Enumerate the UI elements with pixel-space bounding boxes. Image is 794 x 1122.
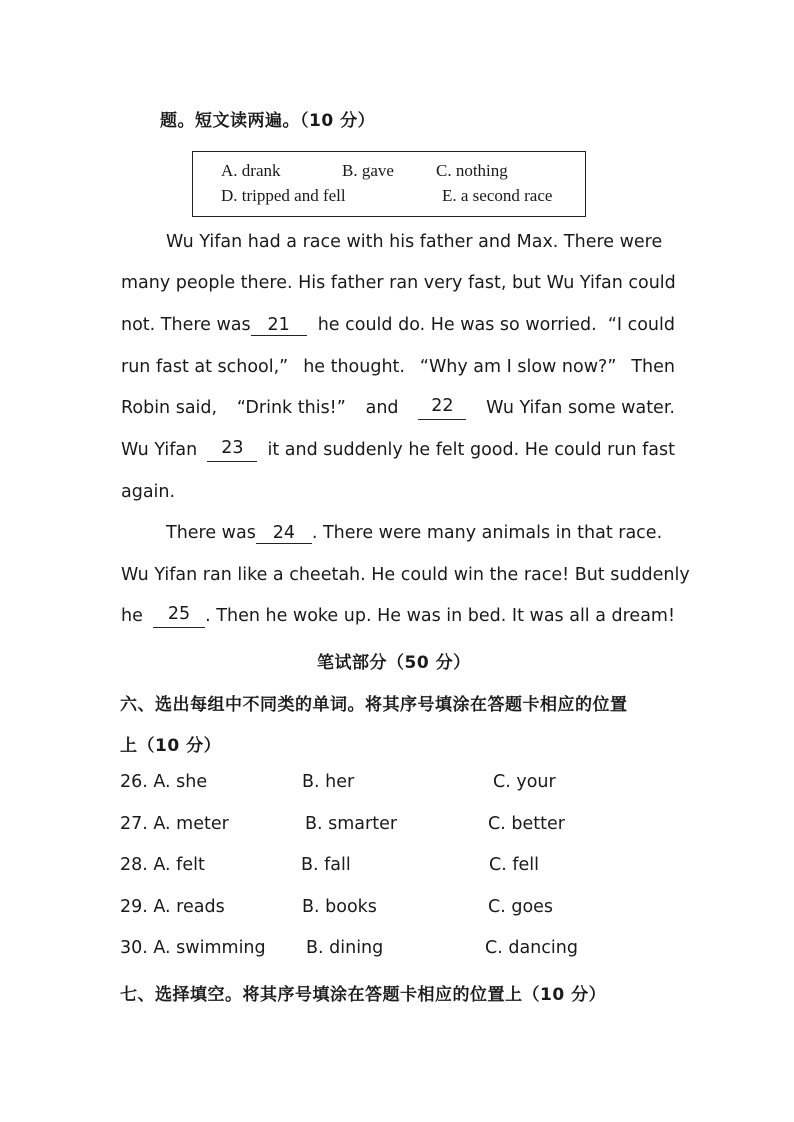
passage-line (121, 604, 675, 628)
passage-text: not. There was 21 (121, 313, 307, 337)
option-c: C. nothing (436, 161, 508, 180)
item-30-c: C. dancing (485, 938, 578, 958)
passage-text: Wu Yifan some water. (486, 398, 675, 418)
item-30-b: B. dining (306, 938, 384, 958)
option-b: B. gave (342, 161, 394, 180)
blank-21: 21 (251, 315, 307, 336)
item-28-a: 28. A. felt (120, 855, 205, 875)
item-29-a: 29. A. reads (120, 897, 225, 917)
section-heading-tail: 题。短文读两遍。（10 分） (160, 111, 376, 131)
passage-line (121, 271, 675, 295)
passage-text: and (365, 398, 399, 418)
blank-23: 23 (207, 438, 257, 462)
passage-text: There was 24 . There were many animals in that race. (166, 523, 663, 543)
passage-line (121, 438, 675, 462)
item-26-c: C. your (493, 772, 556, 792)
passage-text: . Then he woke up. He was in bed. It was all a dream! (205, 606, 675, 626)
passage-line (121, 563, 690, 587)
passage-line (166, 230, 675, 254)
passage-text: Wu Yifan had a race with his father and Max. There were (166, 232, 663, 252)
passage-line (121, 396, 675, 420)
option-a: A. drank (221, 161, 281, 180)
passage-text: he could do. He was so worried. (317, 315, 597, 335)
option-d: D. tripped and fell (221, 186, 346, 205)
passage-text: Wu Yifan (121, 440, 198, 460)
passage-line (166, 521, 675, 545)
section6-title-cont: 上（10 分） (120, 736, 222, 756)
word-options-box (192, 151, 586, 217)
blank-25: 25 (153, 604, 205, 628)
passage-text: he (121, 606, 143, 626)
passage-text: he thought. (303, 357, 405, 377)
item-28-b: B. fall (301, 855, 351, 875)
item-30-a: 30. A. swimming (120, 938, 266, 958)
passage-text: Robin said, (121, 398, 218, 418)
section6-title: 六、选出每组中不同类的单词。将其序号填涂在答题卡相应的位置 (120, 695, 628, 715)
item-29-c: C. goes (488, 897, 554, 917)
passage-text: Then (631, 357, 675, 377)
item-27-b: B. smarter (305, 814, 398, 834)
passage-text: it and suddenly he felt good. He could run fast (267, 440, 675, 460)
passage-text: Wu Yifan ran like a cheetah. He could win the race! But suddenly (121, 565, 690, 585)
passage-text: again. (121, 482, 176, 502)
blank-24: 24 (256, 523, 312, 544)
passage-text: “Why am I slow now?” (419, 357, 617, 377)
section7-title: 七、选择填空。将其序号填涂在答题卡相应的位置上（10 分） (120, 985, 607, 1005)
passage-line (121, 355, 675, 379)
option-e: E. a second race (442, 186, 553, 205)
item-27-c: C. better (488, 814, 565, 834)
written-part-title: 笔试部分（50 分） (317, 653, 471, 673)
passage-line (121, 480, 675, 504)
passage-text: run fast at school,” (121, 357, 289, 377)
passage-line (121, 313, 675, 337)
item-27-a: 27. A. meter (120, 814, 229, 834)
item-26-a: 26. A. she (120, 772, 208, 792)
item-29-b: B. books (302, 897, 377, 917)
passage-text: “Drink this!” (236, 398, 346, 418)
blank-22: 22 (418, 396, 466, 420)
passage-text: “I could (607, 315, 675, 335)
item-26-b: B. her (302, 772, 355, 792)
item-28-c: C. fell (489, 855, 539, 875)
passage-text: many people there. His father ran very fast, but Wu Yifan could (121, 273, 676, 293)
